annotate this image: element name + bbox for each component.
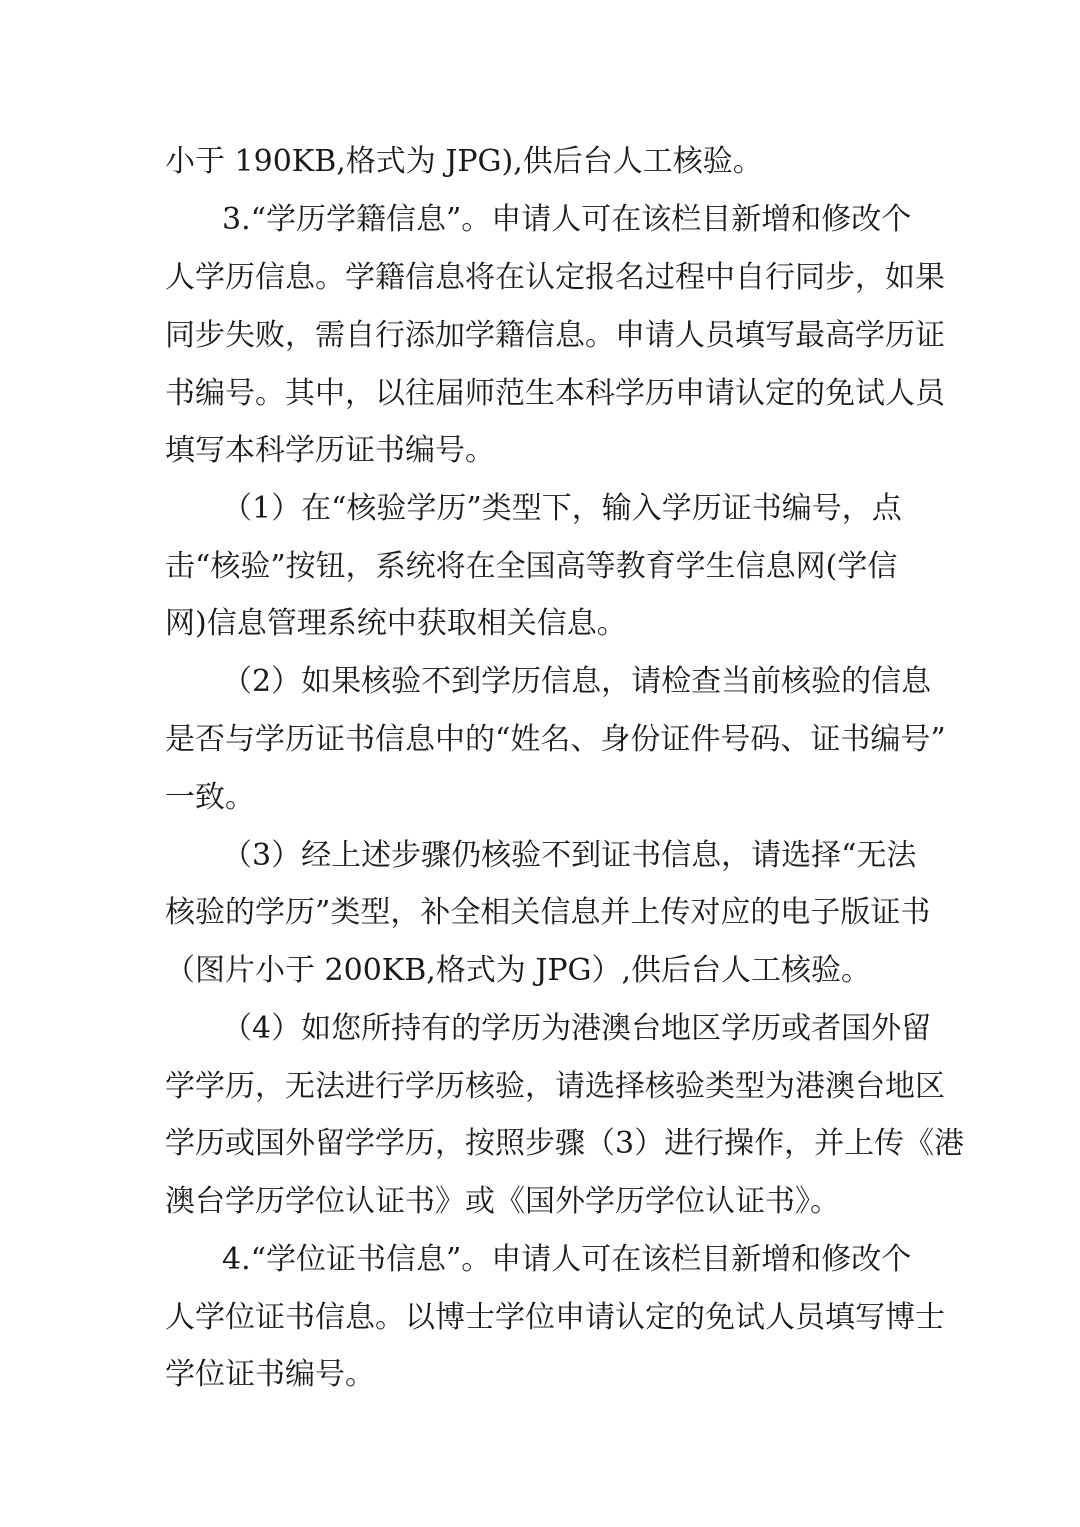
text-line: 一致。: [165, 780, 255, 815]
text-line: 击“核验”按钮，系统将在全国高等教育学生信息网(学信: [165, 549, 898, 584]
text-line: （1）在“核验学历”类型下，输入学历证书编号，点: [222, 491, 902, 526]
text-line: 人学位证书信息。以博士学位申请认定的免试人员填写博士: [165, 1300, 945, 1335]
text-line: 网)信息管理系统中获取相关信息。: [165, 606, 627, 641]
text-line: 是否与学历证书信息中的“姓名、身份证件号码、证书编号”: [165, 722, 946, 757]
text-line: 小于 190KB,格式为 JPG),供后台人工核验。: [165, 144, 763, 179]
text-line: 学历或国外留学学历，按照步骤（3）进行操作，并上传《港: [165, 1126, 965, 1161]
text-line: 澳台学历学位认证书》或《国外学历学位认证书》。: [165, 1184, 840, 1219]
text-line: 同步失败，需自行添加学籍信息。申请人员填写最高学历证: [165, 318, 945, 353]
text-line: 书编号。其中，以往届师范生本科学历申请认定的免试人员: [165, 376, 945, 411]
text-line: 填写本科学历证书编号。: [165, 433, 495, 468]
text-line: 学位证书编号。: [165, 1357, 375, 1392]
text-line: （4）如您所持有的学历为港澳台地区学历或者国外留: [222, 1011, 932, 1046]
text-line: 人学历信息。学籍信息将在认定报名过程中自行同步，如果: [165, 260, 945, 295]
text-line: 3.“学历学籍信息”。申请人可在该栏目新增和修改个: [222, 202, 912, 237]
text-line: （3）经上述步骤仍核验不到证书信息，请选择“无法: [222, 838, 917, 873]
text-line: （2）如果核验不到学历信息，请检查当前核验的信息: [222, 664, 932, 699]
text-line: 4.“学位证书信息”。申请人可在该栏目新增和修改个: [222, 1242, 912, 1277]
text-line: （图片小于 200KB,格式为 JPG）,供后台人工核验。: [165, 953, 872, 988]
text-line: 学学历，无法进行学历核验，请选择核验类型为港澳台地区: [165, 1069, 945, 1104]
text-line: 核验的学历”类型，补全相关信息并上传对应的电子版证书: [165, 895, 931, 930]
